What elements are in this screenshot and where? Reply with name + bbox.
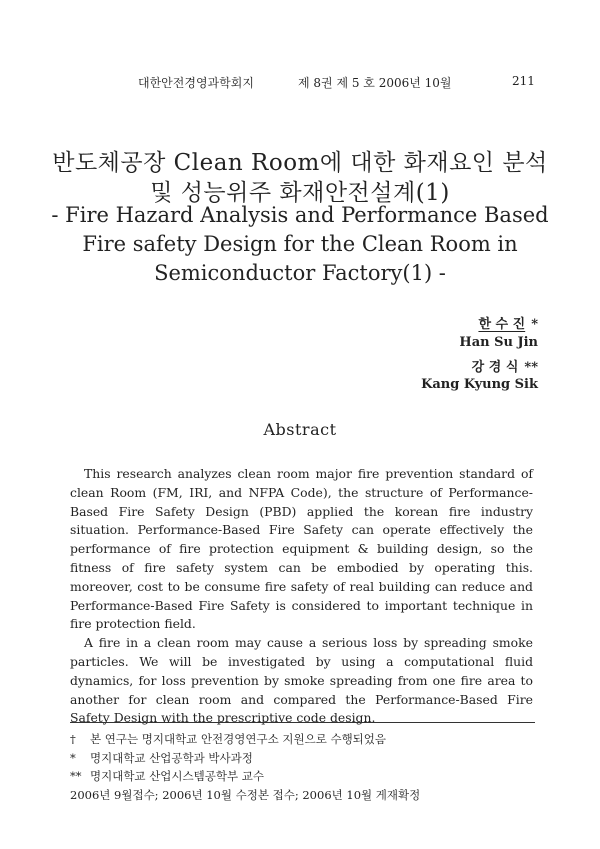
footnote-dates [70, 786, 540, 805]
author-2-korean [472, 356, 538, 375]
abstract-heading: Abstract [263, 420, 337, 439]
title-english-line-3: Semiconductor Factory(1) - [154, 261, 446, 285]
footnote-symbol: * [70, 750, 76, 765]
issue-info: 제 8권 제 5 호 2006년 10월 [298, 76, 452, 90]
author-2-korean-name: 강 경 식 [471, 360, 519, 375]
author-1-korean [478, 313, 538, 332]
journal-name: 대한안전경영과학회지 [138, 76, 254, 90]
author-2-english-name: Kang Kyung Sik [421, 377, 538, 392]
footnote-author-1 [70, 749, 540, 768]
running-header [0, 74, 600, 92]
title-english-line-2: Fire safety Design for the Clean Room in [82, 232, 518, 256]
footnote-text: 명지대학교 산업공학과 박사과정 [90, 750, 253, 765]
footnote-text: 명지대학교 산업시스템공학부 교수 [90, 769, 264, 783]
footnotes [70, 730, 540, 804]
abstract-body [70, 465, 533, 728]
title-english-line-1: - Fire Hazard Analysis and Performance Based [51, 203, 549, 227]
footnote-text: 본 연구는 명지대학교 안전경영연구소 지원으로 수행되었음 [90, 732, 386, 746]
author-1-english-name: Han Su Jin [459, 335, 538, 350]
title-korean-line-1: 반도체공장 Clean Room에 대한 화재요인 분석 [52, 150, 548, 176]
footnote-symbol: † [70, 732, 76, 746]
footnote-symbol: ** [70, 769, 82, 783]
author-1-korean-name: 한 수 진 [478, 317, 526, 332]
abstract-paragraph-1: This research analyzes clean room major fire prevention standard of clean Room (FM, IRI, and NFPA Code), the structure of Performance-Based Fire Safety Design (PBD) applied the korean fire industry situation. Performance-Based Fire Safety can operate effectively the performance of fire protection equipment & building design, so the fitness of fire safety system can be embodied by operating this. moreover, cost to be consume fire safety of real building can reduce and Performance-Based Fire Safety is considered to important technique in fire protection field. [70, 466, 533, 632]
page-number: 211 [512, 74, 535, 88]
abstract-paragraph-2: A fire in a clean room may cause a serious loss by spreading smoke particles. We will be investigated by using a computational fluid dynamics, for loss prevention by smoke spreading from one fire area to another for clean room and compared the Performance-Based Fire Safety Design with the prescriptive code design. [70, 635, 533, 726]
author-2-mark: ** [524, 360, 538, 375]
footnote-author-2 [70, 767, 540, 786]
footnote-funding [70, 730, 540, 749]
footnote-divider [70, 722, 535, 723]
title-korean-line-2: 및 성능위주 화재안전설계(1) [150, 180, 450, 206]
footnote-text: 2006년 9월접수; 2006년 10월 수정본 접수; 2006년 10월 게재확정 [70, 787, 421, 802]
author-1-mark: * [531, 317, 538, 332]
